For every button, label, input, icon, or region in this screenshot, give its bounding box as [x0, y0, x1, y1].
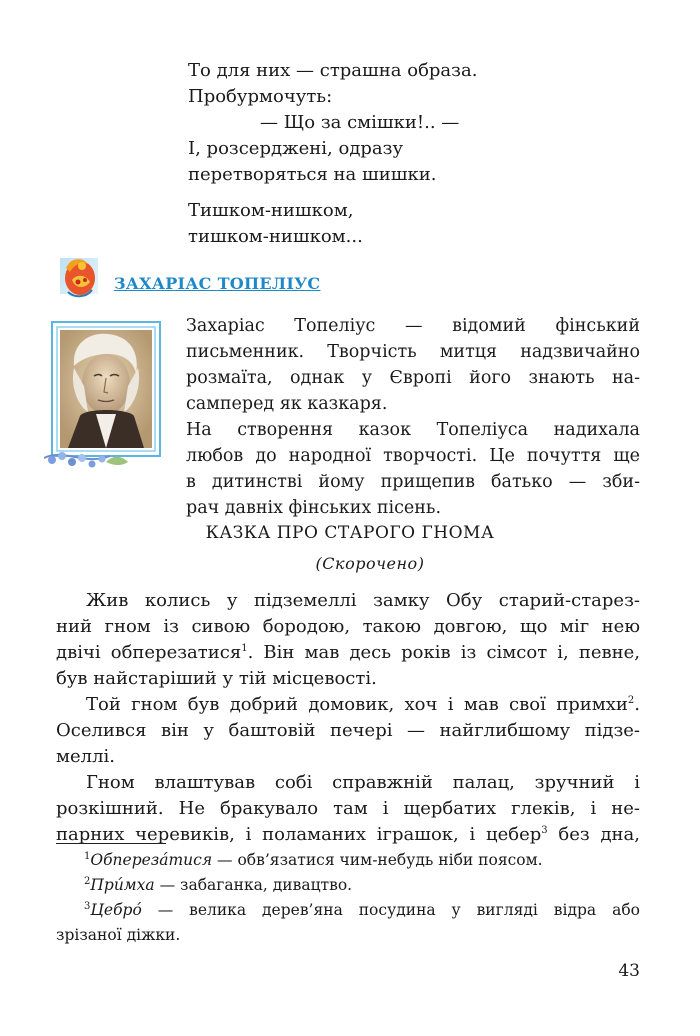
- footnote-ref[interactable]: 2: [627, 695, 635, 706]
- poem-line: — Що за смішки!.. —: [260, 112, 460, 133]
- footnote: $^1$Обпереза́тися — обв’язатися чим-небудь ніби поясом.: [84, 850, 543, 869]
- poem-line: І, розсерджені, одразу: [188, 138, 404, 159]
- story-title: КАЗКА ПРО СТАРОГО ГНОМА: [205, 523, 495, 543]
- text-line: ний гном із сивою бородою, такою довгою, що міг нею: [56, 616, 640, 637]
- poem: [188, 58, 477, 250]
- text-line: парних черевиків, і поламаних іграшок, і цебер$^3$ без дна,: [56, 824, 640, 845]
- bio-line: Захаріас Топеліус — відомий фінський: [186, 316, 640, 336]
- bio-line: любов до народної творчості. Це почуття ще: [186, 446, 640, 466]
- text-line: Той гном був добрий домовик, хоч і мав свої примхи$^2$.: [86, 694, 640, 715]
- text-line: двічі обперезатися$^1$. Він мав десь років із сімсот і, певне,: [56, 642, 640, 663]
- author-portrait: [44, 316, 170, 474]
- text-line: меллі.: [56, 746, 116, 767]
- poem-line: перетворяться на шишки.: [188, 164, 437, 185]
- rooster-emblem-icon: [52, 254, 104, 302]
- footnote: $^3$Цебро́ — велика дерев’яна посудина у вигляді відра або: [84, 900, 640, 919]
- author-bio: [186, 313, 640, 521]
- text-line: розкішний. Не бракувало там і щербатих глеків, і не-: [56, 798, 640, 819]
- footnote-ref[interactable]: 3: [541, 825, 548, 836]
- footnote-continuation: зрізаної діжки.: [56, 926, 181, 944]
- story-subtitle: (Скорочено): [315, 554, 425, 573]
- footnote-ref[interactable]: 1: [241, 643, 248, 654]
- bio-line: рач давніх фінських пісень.: [186, 498, 442, 518]
- poem-line: тишком-нишком...: [188, 226, 363, 247]
- page-number: 43: [618, 961, 640, 981]
- poem-line: Пробурмочуть:: [188, 86, 333, 107]
- bio-line: розмаїта, однак у Європі його знають на-: [186, 368, 640, 388]
- footnote-divider: [56, 843, 166, 844]
- bio-line: письменник. Творчість митця надзвичайно: [186, 342, 640, 362]
- footnote: $^2$При́мха — забаганка, дивацтво.: [84, 875, 353, 894]
- poem-line: Тишком-нишком,: [188, 200, 354, 221]
- story-text: [56, 588, 640, 848]
- text-line: Оселився він у баштовій печері — найглибшому підзе-: [56, 720, 640, 741]
- poem-line: То для них — страшна образа.: [188, 60, 478, 81]
- bio-line: На створення казок Топеліуса надихала: [186, 420, 640, 440]
- text-line: Жив колись у підземеллі замку Обу старий-старез-: [86, 590, 640, 611]
- author-heading: [52, 254, 552, 302]
- bio-line: в дитинстві йому прищепив батько — зби-: [186, 472, 640, 492]
- footnotes: [56, 848, 640, 948]
- text-line: був найстаріший у тій місцевості.: [56, 668, 377, 689]
- text-line: Гном влаштував собі справжній палац, зручний і: [86, 772, 640, 793]
- bio-line: самперед як казкаря.: [186, 394, 388, 414]
- author-name-link[interactable]: ЗАХАРІАС ТОПЕЛІУС: [114, 274, 321, 293]
